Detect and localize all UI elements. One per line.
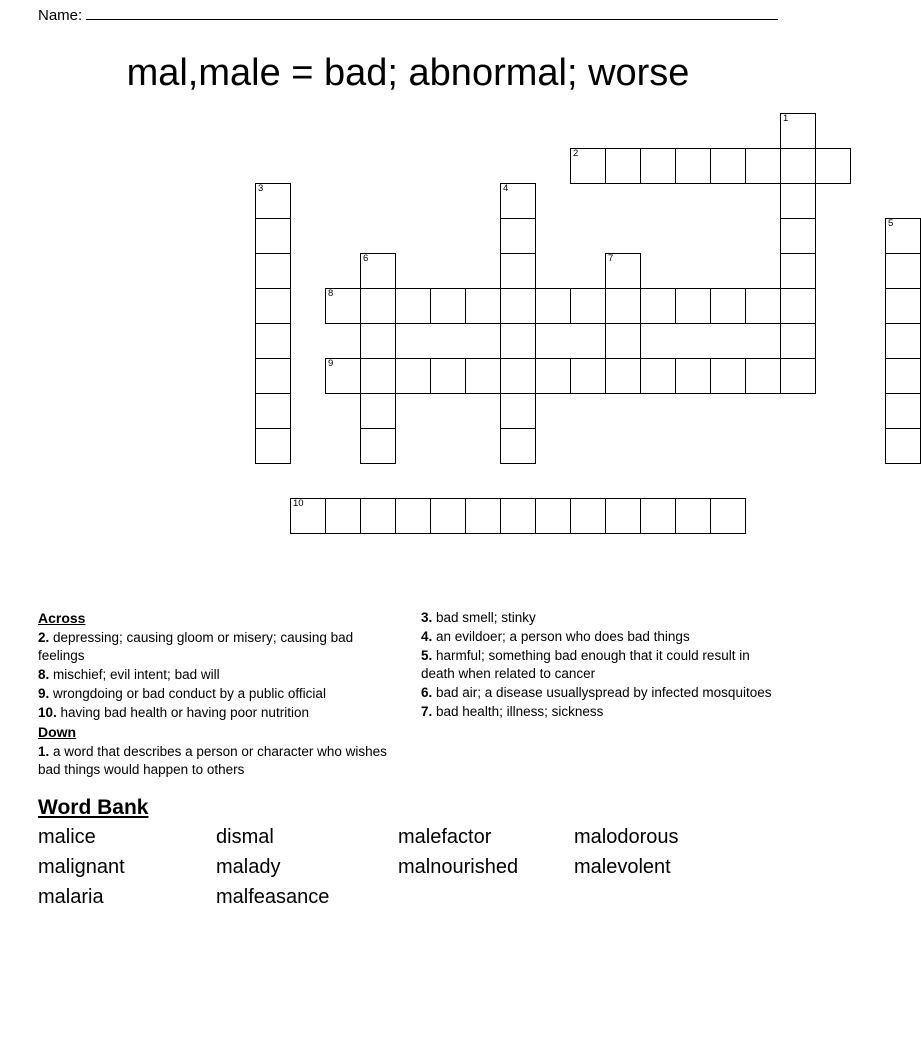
crossword-cell[interactable] bbox=[255, 358, 291, 394]
crossword-cell[interactable] bbox=[325, 288, 361, 324]
crossword-cell[interactable] bbox=[780, 253, 816, 289]
crossword-cell[interactable] bbox=[745, 288, 781, 324]
cell-number: 2 bbox=[573, 148, 579, 159]
crossword-cell[interactable] bbox=[605, 288, 641, 324]
crossword-cell[interactable] bbox=[535, 498, 571, 534]
word-bank-word: malady bbox=[216, 856, 281, 879]
crossword-cell[interactable] bbox=[360, 393, 396, 429]
crossword-cell[interactable] bbox=[360, 288, 396, 324]
down-heading: Down bbox=[38, 724, 77, 741]
crossword-cell[interactable] bbox=[500, 288, 536, 324]
cell-number: 9 bbox=[328, 358, 334, 369]
clue-number: 7. bbox=[421, 704, 433, 720]
crossword-cell[interactable] bbox=[640, 148, 676, 184]
crossword-cell[interactable] bbox=[885, 253, 921, 289]
crossword-cell[interactable] bbox=[500, 498, 536, 534]
clue-text: harmful; something bad enough that it could result in death when related to cancer bbox=[421, 648, 750, 682]
clue-down-4 bbox=[421, 628, 778, 646]
crossword-cell[interactable] bbox=[885, 358, 921, 394]
clue-number: 6. bbox=[421, 685, 433, 701]
crossword-cell[interactable] bbox=[500, 253, 536, 289]
clue-number: 9. bbox=[38, 685, 50, 701]
clue-text: bad smell; stinky bbox=[432, 610, 536, 625]
clue-down-6 bbox=[421, 684, 778, 702]
crossword-cell[interactable] bbox=[500, 218, 536, 254]
word-bank-word: malaria bbox=[38, 886, 104, 909]
crossword-cell[interactable] bbox=[255, 183, 291, 219]
clue-across-8 bbox=[38, 666, 395, 684]
crossword-cell[interactable] bbox=[885, 218, 921, 254]
clue-across-9 bbox=[38, 685, 395, 703]
clue-down-3 bbox=[421, 609, 778, 627]
crossword-cell[interactable] bbox=[885, 428, 921, 464]
crossword-cell[interactable] bbox=[710, 498, 746, 534]
word-bank-word: malignant bbox=[38, 856, 125, 879]
crossword-cell[interactable] bbox=[570, 498, 606, 534]
crossword-cell[interactable] bbox=[465, 288, 501, 324]
clue-number: 5. bbox=[421, 648, 433, 664]
crossword-cell[interactable] bbox=[780, 218, 816, 254]
crossword-cell[interactable] bbox=[430, 498, 466, 534]
crossword-cell[interactable] bbox=[605, 358, 641, 394]
crossword-cell[interactable] bbox=[255, 288, 291, 324]
crossword-cell[interactable] bbox=[885, 323, 921, 359]
crossword-cell[interactable] bbox=[360, 428, 396, 464]
clue-number: 10. bbox=[38, 705, 57, 721]
crossword-cell[interactable] bbox=[500, 183, 536, 219]
crossword-cell[interactable] bbox=[745, 148, 781, 184]
crossword-cell[interactable] bbox=[465, 498, 501, 534]
clue-text: depressing; causing gloom or misery; causing bad feelings bbox=[38, 629, 354, 663]
crossword-cell[interactable] bbox=[640, 498, 676, 534]
crossword-cell[interactable] bbox=[570, 358, 606, 394]
crossword-cell[interactable] bbox=[780, 358, 816, 394]
clue-down-7 bbox=[421, 703, 778, 721]
clue-number: 1. bbox=[38, 743, 50, 759]
crossword-cell[interactable] bbox=[745, 358, 781, 394]
name-label: Name: bbox=[38, 7, 83, 24]
cell-number: 8 bbox=[328, 288, 334, 299]
crossword-cell[interactable] bbox=[535, 358, 571, 394]
clue-text: mischief; evil intent; bad will bbox=[49, 666, 220, 682]
crossword-cell[interactable] bbox=[255, 393, 291, 429]
crossword-cell[interactable] bbox=[255, 323, 291, 359]
crossword-cell[interactable] bbox=[605, 148, 641, 184]
crossword-cell[interactable] bbox=[710, 358, 746, 394]
crossword-cell[interactable] bbox=[395, 498, 431, 534]
crossword-cell[interactable] bbox=[500, 358, 536, 394]
cell-number: 5 bbox=[888, 218, 894, 229]
word-bank-list bbox=[38, 826, 778, 909]
clue-text: an evildoer; a person who does bad things bbox=[432, 629, 690, 645]
word-bank-word: malodorous bbox=[574, 826, 679, 849]
crossword-cell[interactable] bbox=[325, 358, 361, 394]
crossword-cell[interactable] bbox=[780, 148, 816, 184]
crossword-cell[interactable] bbox=[325, 498, 361, 534]
crossword-cell[interactable] bbox=[885, 288, 921, 324]
clue-down-5 bbox=[421, 647, 778, 683]
crossword-cell[interactable] bbox=[640, 358, 676, 394]
crossword-cell[interactable] bbox=[675, 148, 711, 184]
crossword-cell[interactable] bbox=[605, 498, 641, 534]
cell-number: 6 bbox=[363, 253, 369, 264]
crossword-cell[interactable] bbox=[640, 288, 676, 324]
clue-across-2 bbox=[38, 629, 395, 665]
clue-text: bad health; illness; sickness bbox=[432, 704, 604, 720]
cell-number: 10 bbox=[293, 498, 304, 509]
clue-number: 2. bbox=[38, 629, 50, 645]
crossword-cell[interactable] bbox=[605, 253, 641, 289]
crossword-cell[interactable] bbox=[780, 113, 816, 149]
cell-number: 4 bbox=[503, 183, 509, 194]
across-heading: Across bbox=[38, 610, 86, 626]
clues-section bbox=[38, 609, 778, 780]
crossword-cell[interactable] bbox=[570, 288, 606, 324]
clue-down-1 bbox=[38, 743, 395, 779]
crossword-cell[interactable] bbox=[360, 498, 396, 534]
crossword-cell[interactable] bbox=[780, 183, 816, 219]
word-bank-word: malfeasance bbox=[216, 886, 330, 909]
name-line bbox=[38, 0, 778, 24]
crossword-cell[interactable] bbox=[780, 323, 816, 359]
crossword-cell[interactable] bbox=[500, 393, 536, 429]
clue-number: 3. bbox=[421, 610, 433, 625]
clue-text: wrongdoing or bad conduct by a public official bbox=[49, 685, 326, 701]
name-blank-line[interactable] bbox=[86, 6, 778, 20]
crossword-cell[interactable] bbox=[290, 498, 326, 534]
crossword-cell[interactable] bbox=[675, 498, 711, 534]
crossword-cell[interactable] bbox=[675, 288, 711, 324]
crossword-cell[interactable] bbox=[570, 148, 606, 184]
word-bank-word: malice bbox=[38, 826, 96, 849]
crossword-cell[interactable] bbox=[360, 358, 396, 394]
word-bank-heading: Word Bank bbox=[38, 796, 149, 820]
word-bank-word: dismal bbox=[216, 826, 274, 849]
crossword-cell[interactable] bbox=[430, 358, 466, 394]
word-bank-word: malnourished bbox=[398, 856, 519, 879]
crossword-cell[interactable] bbox=[360, 253, 396, 289]
clues-column-right bbox=[421, 609, 778, 780]
clues-column-left bbox=[38, 609, 395, 780]
crossword-cell[interactable] bbox=[500, 428, 536, 464]
crossword-cell[interactable] bbox=[465, 358, 501, 394]
cell-number: 1 bbox=[783, 113, 789, 124]
clue-text: having bad health or having poor nutrition bbox=[56, 705, 309, 721]
clue-across-10 bbox=[38, 704, 395, 722]
word-bank-word: malefactor bbox=[398, 826, 492, 849]
clue-text: bad air; a disease usuallyspread by infected mosquitoes bbox=[432, 685, 772, 701]
crossword-cell[interactable] bbox=[255, 218, 291, 254]
word-bank-word: malevolent bbox=[574, 856, 671, 879]
clue-text: a word that describes a person or character who wishes bad things would happen to others bbox=[38, 743, 387, 777]
crossword-cell[interactable] bbox=[780, 288, 816, 324]
crossword-cell[interactable] bbox=[675, 358, 711, 394]
page-title: mal,male = bad; abnormal; worse bbox=[126, 52, 690, 94]
crossword-cell[interactable] bbox=[710, 148, 746, 184]
crossword-grid[interactable] bbox=[38, 113, 894, 603]
cell-number: 7 bbox=[608, 253, 614, 264]
clue-number: 4. bbox=[421, 629, 433, 645]
crossword-cell[interactable] bbox=[255, 253, 291, 289]
crossword-cell[interactable] bbox=[535, 288, 571, 324]
crossword-cell[interactable] bbox=[395, 288, 431, 324]
crossword-cell[interactable] bbox=[885, 393, 921, 429]
cell-number: 3 bbox=[258, 183, 264, 194]
crossword-cell[interactable] bbox=[710, 288, 746, 324]
crossword-cell[interactable] bbox=[395, 358, 431, 394]
crossword-cell[interactable] bbox=[430, 288, 466, 324]
clue-number: 8. bbox=[38, 666, 50, 682]
crossword-cell[interactable] bbox=[360, 323, 396, 359]
crossword-cell[interactable] bbox=[255, 428, 291, 464]
crossword-cell[interactable] bbox=[605, 323, 641, 359]
crossword-cell[interactable] bbox=[500, 323, 536, 359]
crossword-cell[interactable] bbox=[815, 148, 851, 184]
